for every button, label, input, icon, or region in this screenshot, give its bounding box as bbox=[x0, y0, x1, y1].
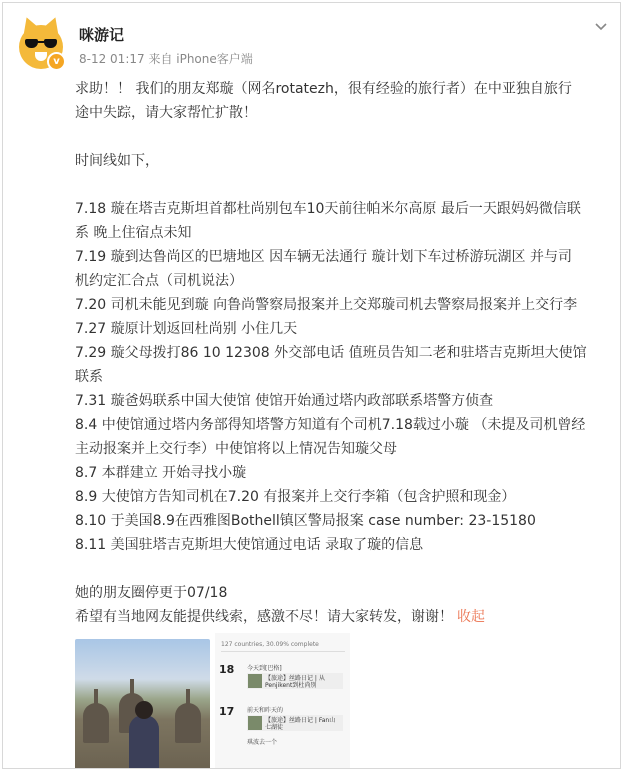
entry-text: 今天到[巴格] bbox=[247, 665, 282, 672]
entry-day: 18 bbox=[219, 663, 235, 676]
photo-thumbnail[interactable] bbox=[75, 639, 210, 769]
username[interactable]: 咪游记 bbox=[79, 26, 125, 44]
cat-mouth bbox=[35, 52, 47, 61]
post-line: 7.31 璇爸妈联系中国大使馆 使馆开始通过塔内政部联系塔警方侦查 bbox=[75, 393, 494, 409]
post-content bbox=[75, 77, 615, 629]
person-figure bbox=[129, 715, 159, 769]
post-line: 机约定汇合点（司机说法） bbox=[75, 273, 243, 289]
chevron-down-icon[interactable] bbox=[594, 21, 608, 35]
entry-card-text: 【旅途】丝路日记 | Fan山 七湖徒 bbox=[265, 717, 336, 731]
post-line: 8.10 于美国8.9在西雅图Bothell镇区警局报案 case number: 23-15180 bbox=[75, 513, 536, 529]
post-closing-text: 希望有当地网友能提供线索，感激不尽！请大家转发，谢谢！ bbox=[75, 609, 453, 625]
sunglasses-icon bbox=[25, 39, 57, 48]
post-line: 8.7 本群建立 开始寻找小璇 bbox=[75, 465, 247, 481]
entry-card bbox=[247, 715, 343, 731]
post-line: 8.9 大使馆方告知司机在7.20 有报案并上交行李箱（包含护照和现金） bbox=[75, 489, 516, 505]
weibo-post-card bbox=[2, 2, 621, 769]
verified-badge-icon: v bbox=[47, 52, 66, 71]
post-line: 8.11 美国驻塔吉克斯坦大使馆通过电话 录取了璇的信息 bbox=[75, 537, 424, 553]
paragraph-gap bbox=[75, 557, 615, 581]
paragraph-gap bbox=[75, 125, 615, 149]
post-line: 7.27 璇原计划返回杜尚别 小住几天 bbox=[75, 321, 298, 337]
post-meta: 8-12 01:17 来自 iPhone客户端 bbox=[79, 52, 253, 66]
post-line: 主动报案并上交行李）中使馆将以上情况告知璇父母 bbox=[75, 441, 397, 457]
post-line: 她的朋友圈停更于07/18 bbox=[75, 585, 228, 601]
avatar[interactable] bbox=[19, 25, 63, 69]
post-text bbox=[75, 77, 615, 605]
cat-ear-right bbox=[43, 15, 63, 34]
collapse-link[interactable]: 收起 bbox=[457, 609, 485, 625]
entry-text: 前天和昨天的 bbox=[247, 707, 284, 714]
entry-card bbox=[247, 673, 343, 689]
post-line: 7.29 璇父母拨打86 10 12308 外交部电话 值班员告知二老和驻塔吉克斯坦大使馆 bbox=[75, 345, 587, 361]
post-line: 途中失踪，请大家帮忙扩散！ bbox=[75, 105, 257, 121]
paragraph-gap bbox=[75, 173, 615, 197]
post-line: 联系 bbox=[75, 369, 103, 385]
post-line: 求助！！ 我们的朋友郑璇（网名rotatezh，很有经验的旅行者）在中亚独自旅行 bbox=[75, 81, 572, 97]
entry-card-text: 【旅途】丝路日记 | 从 Penjikent到杜尚别 bbox=[265, 675, 325, 689]
entry-day: 17 bbox=[219, 705, 235, 718]
post-line: 7.18 璇在塔吉克斯坦首都杜尚别包车10天前往帕米尔高原 最后一天跟妈妈微信联 bbox=[75, 201, 581, 217]
post-media bbox=[75, 633, 350, 769]
post-line: 7.20 司机未能见到璇 向鲁尚警察局报案并上交郑璇司机去警察局报案并上交行李 bbox=[75, 297, 578, 313]
screenshot-top-text: 127 countries, 30.09% complete bbox=[221, 641, 345, 652]
post-line: 8.4 中使馆通过塔内务部得知塔警方知道有个司机7.18载过小璇 （未提及司机曾经 bbox=[75, 417, 586, 433]
post-header bbox=[3, 3, 620, 79]
screenshot-thumbnail[interactable] bbox=[215, 633, 350, 769]
entry-note: 琪波去一个 bbox=[247, 739, 278, 746]
post-line: 系 晚上住宿点未知 bbox=[75, 225, 192, 241]
post-line: 7.19 璇到达鲁尚区的巴塘地区 因车辆无法通行 璇计划下车过桥游玩湖区 并与司 bbox=[75, 249, 572, 265]
post-line: 时间线如下， bbox=[75, 153, 159, 169]
post-last-line bbox=[75, 605, 615, 629]
cat-ear-left bbox=[19, 15, 39, 34]
